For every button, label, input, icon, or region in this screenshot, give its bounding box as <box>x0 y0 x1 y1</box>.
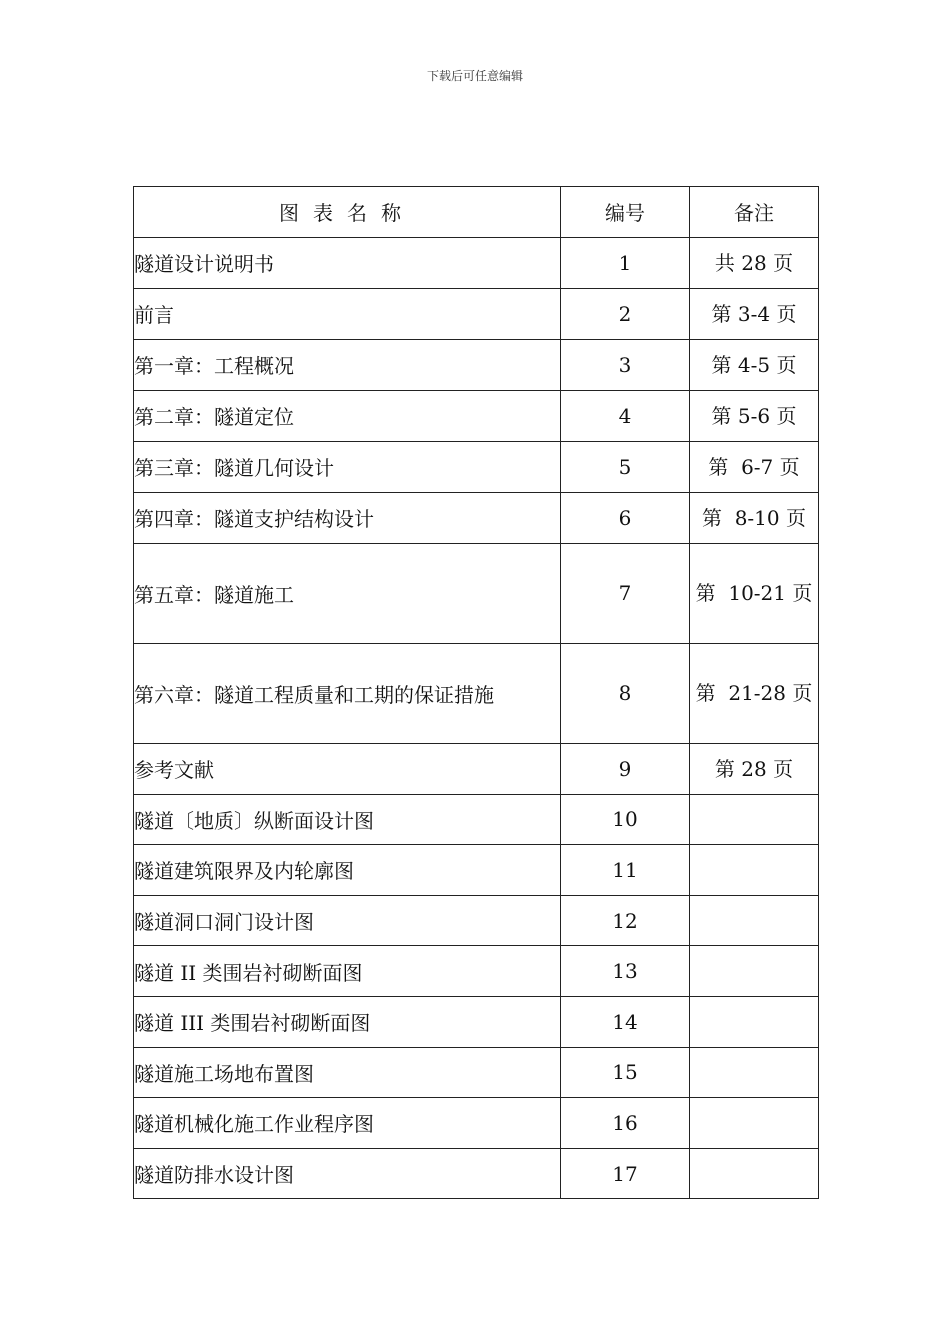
row-number: 14 <box>561 996 690 1047</box>
row-name: 第三章：隧道几何设计 <box>134 441 561 492</box>
row-name: 参考文献 <box>134 743 561 794</box>
table-row <box>134 1098 819 1149</box>
row-number: 13 <box>561 946 690 997</box>
row-note: 第 5-6 页 <box>690 390 819 441</box>
row-note: 第 28 页 <box>690 743 819 794</box>
row-name: 隧道 II 类围岩衬砌断面图 <box>134 946 561 997</box>
table-row <box>134 794 819 845</box>
row-number: 5 <box>561 441 690 492</box>
row-note <box>690 895 819 946</box>
column-header-name: 图表名称 <box>134 187 561 238</box>
row-note <box>690 1148 819 1199</box>
row-name: 隧道洞口洞门设计图 <box>134 895 561 946</box>
row-note <box>690 996 819 1047</box>
row-name: 第五章：隧道施工 <box>134 543 561 643</box>
column-header-note: 备注 <box>690 187 819 238</box>
row-name: 隧道〔地质〕纵断面设计图 <box>134 794 561 845</box>
row-note: 第 6-7 页 <box>690 441 819 492</box>
row-number: 7 <box>561 543 690 643</box>
drawing-list-table <box>133 186 819 1199</box>
row-number: 9 <box>561 743 690 794</box>
table-row <box>134 1148 819 1199</box>
row-name: 第四章：隧道支护结构设计 <box>134 492 561 543</box>
row-note: 第 3-4 页 <box>690 288 819 339</box>
table-row <box>134 390 819 441</box>
row-number: 6 <box>561 492 690 543</box>
table-row <box>134 237 819 288</box>
row-name: 隧道设计说明书 <box>134 237 561 288</box>
row-number: 1 <box>561 237 690 288</box>
row-name: 第一章：工程概况 <box>134 339 561 390</box>
row-name: 第六章：隧道工程质量和工期的保证措施 <box>134 643 561 743</box>
row-note: 第 8-10 页 <box>690 492 819 543</box>
row-note <box>690 1047 819 1098</box>
table-header-row <box>134 187 819 238</box>
row-name: 隧道建筑限界及内轮廓图 <box>134 845 561 896</box>
row-number: 11 <box>561 845 690 896</box>
table-row <box>134 492 819 543</box>
table-row <box>134 895 819 946</box>
row-note: 第 4-5 页 <box>690 339 819 390</box>
row-name: 隧道施工场地布置图 <box>134 1047 561 1098</box>
column-header-number: 编号 <box>561 187 690 238</box>
table-row <box>134 845 819 896</box>
row-number: 8 <box>561 643 690 743</box>
row-name: 隧道 III 类围岩衬砌断面图 <box>134 996 561 1047</box>
row-number: 17 <box>561 1148 690 1199</box>
table-row <box>134 543 819 643</box>
row-number: 16 <box>561 1098 690 1149</box>
row-note <box>690 1098 819 1149</box>
table-row <box>134 288 819 339</box>
row-number: 10 <box>561 794 690 845</box>
row-note <box>690 794 819 845</box>
table-row <box>134 996 819 1047</box>
table-row <box>134 441 819 492</box>
row-note <box>690 946 819 997</box>
row-name: 隧道防排水设计图 <box>134 1148 561 1199</box>
row-number: 4 <box>561 390 690 441</box>
row-name: 第二章：隧道定位 <box>134 390 561 441</box>
table-row <box>134 743 819 794</box>
row-name: 隧道机械化施工作业程序图 <box>134 1098 561 1149</box>
row-note: 共 28 页 <box>690 237 819 288</box>
table-row <box>134 339 819 390</box>
table-row <box>134 1047 819 1098</box>
table-row <box>134 946 819 997</box>
row-note <box>690 845 819 896</box>
row-number: 15 <box>561 1047 690 1098</box>
row-number: 3 <box>561 339 690 390</box>
table-row <box>134 643 819 743</box>
row-name: 前言 <box>134 288 561 339</box>
row-note: 第 10-21 页 <box>690 543 819 643</box>
row-note: 第 21-28 页 <box>690 643 819 743</box>
row-number: 12 <box>561 895 690 946</box>
page-header: 下载后可任意编辑 <box>426 69 523 83</box>
row-number: 2 <box>561 288 690 339</box>
